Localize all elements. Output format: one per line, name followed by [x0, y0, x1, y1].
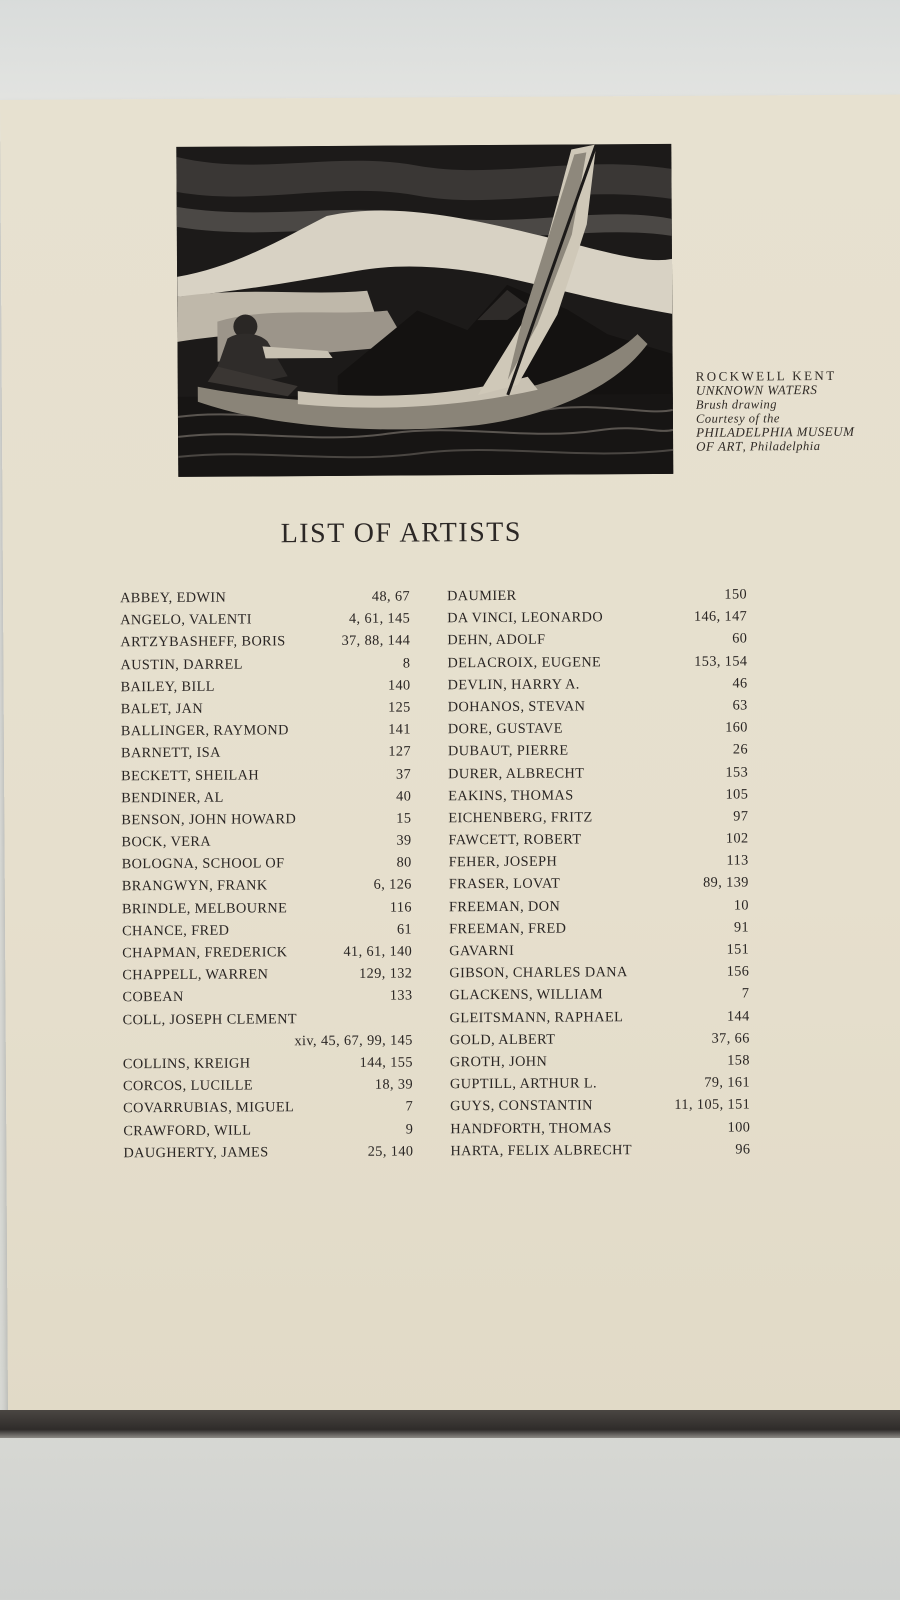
artist-entry	[121, 830, 411, 854]
page-heading: LIST OF ARTISTS	[280, 516, 522, 550]
book-page	[0, 95, 900, 1425]
artist-name: FREEMAN, DON	[448, 898, 561, 915]
artist-entry	[447, 583, 747, 607]
artist-name: GLEITSMANN, RAPHAEL	[449, 1008, 624, 1026]
artist-name: COLLINS, KREIGH	[122, 1055, 251, 1073]
artist-name: GLACKENS, WILLIAM	[449, 986, 603, 1004]
artist-page-refs: 160	[725, 719, 748, 736]
artist-name: DURER, ALBRECHT	[448, 764, 585, 782]
artist-name: BALET, JAN	[120, 700, 204, 718]
artist-entry	[449, 938, 749, 962]
artist-entry	[449, 894, 749, 918]
woodcut-illustration	[176, 144, 673, 477]
artist-name: DEVLIN, HARRY A.	[447, 676, 580, 694]
artist-page-refs: 140	[387, 677, 411, 694]
artist-entry	[448, 783, 748, 807]
artist-page-refs: 10	[733, 897, 749, 914]
artist-entry	[448, 761, 748, 785]
artist-name: DOHANOS, STEVAN	[447, 698, 586, 716]
artist-page-refs: 25, 140	[367, 1143, 414, 1160]
artist-page-refs: 125	[388, 699, 411, 716]
artist-entry	[122, 918, 412, 942]
artist-name: ANGELO, VALENTI	[120, 611, 252, 629]
artist-name: DAUGHERTY, JAMES	[123, 1144, 269, 1161]
artist-name: DORE, GUSTAVE	[447, 720, 563, 738]
artist-page-refs: 113	[726, 852, 749, 869]
artist-entry	[120, 586, 410, 610]
artist-name: GOLD, ALBERT	[449, 1031, 556, 1049]
artist-page-refs: 8	[402, 655, 411, 672]
artist-name: BOCK, VERA	[121, 833, 212, 851]
artist-name: FREEMAN, FRED	[449, 920, 567, 938]
artist-entry	[450, 1027, 750, 1051]
artist-name: CRAWFORD, WILL	[123, 1121, 252, 1139]
artist-entry	[448, 805, 748, 829]
artist-page-refs: 129, 132	[359, 965, 413, 983]
sailboat-woodcut-image	[176, 144, 673, 477]
artist-entry	[121, 807, 411, 831]
artist-name: CHANCE, FRED	[122, 922, 230, 940]
artist-page-refs: 26	[732, 741, 749, 758]
artist-name: COLL, JOSEPH CLEMENT	[122, 1010, 298, 1028]
artist-name: GUPTILL, ARTHUR L.	[449, 1075, 598, 1093]
artist-page-refs: 150	[724, 586, 748, 603]
artist-entry	[449, 961, 749, 985]
artist-page-refs: 41, 61, 140	[343, 943, 413, 960]
artist-entry	[120, 630, 410, 654]
artist-entry	[122, 896, 412, 920]
artist-page-refs: 7	[405, 1098, 414, 1115]
artist-name: DEHN, ADOLF	[447, 632, 546, 649]
artist-entry	[123, 1051, 413, 1075]
artist-page-refs: 63	[732, 697, 748, 714]
artist-page-refs: 105	[725, 786, 749, 803]
artist-name: BOLOGNA, SCHOOL OF	[121, 855, 285, 873]
artist-entry	[123, 1096, 413, 1120]
artist-entry	[450, 1094, 750, 1118]
artist-entry	[450, 1049, 750, 1073]
artist-entry	[449, 850, 749, 874]
artist-page-refs: 61	[396, 921, 413, 938]
artist-name: CHAPMAN, FREDERICK	[122, 944, 288, 962]
artist-entry	[122, 940, 412, 964]
artist-entry	[450, 1116, 750, 1140]
artist-entry	[449, 916, 749, 940]
artist-page-refs: 7	[741, 985, 750, 1002]
artist-entry	[448, 694, 748, 718]
artist-name: COVARRUBIAS, MIGUEL	[123, 1099, 295, 1117]
artist-name: BECKETT, SHEILAH	[121, 766, 260, 784]
artist-name: EICHENBERG, FRITZ	[448, 809, 593, 827]
artist-page-refs: 146, 147	[693, 608, 748, 625]
caption-city: , Philadelphia	[742, 438, 821, 454]
artist-name: AUSTIN, DARREL	[120, 656, 243, 673]
artist-name: DUBAUT, PIERRE	[447, 742, 569, 760]
artist-page-refs: 100	[727, 1118, 751, 1136]
artist-name: BRANGWYN, FRANK	[121, 877, 268, 895]
artist-page-refs: 89, 139	[703, 874, 749, 892]
artist-entry	[450, 1072, 750, 1096]
artist-page-refs: 37	[395, 766, 412, 783]
artist-page-refs: 79, 161	[704, 1074, 751, 1091]
artist-list-left-column	[120, 586, 414, 1165]
artist-entry	[450, 1138, 750, 1162]
artist-page-refs: 18, 39	[374, 1076, 414, 1093]
artist-name: ARTZYBASHEFF, BORIS	[120, 633, 286, 651]
artist-entry	[448, 717, 748, 741]
artist-page-refs: 133	[389, 987, 413, 1005]
artist-entry	[121, 763, 411, 787]
artist-page-refs: 97	[733, 808, 749, 825]
artist-page-refs: 39	[396, 832, 412, 849]
artist-page-refs: 158	[727, 1052, 750, 1069]
artist-page-refs: 144, 155	[359, 1054, 413, 1071]
artist-name: BENSON, JOHN HOWARD	[121, 811, 297, 829]
artist-page-refs: 151	[726, 941, 750, 958]
artist-name: BARNETT, ISA	[120, 744, 221, 762]
artist-page-refs: 9	[405, 1120, 414, 1138]
artist-entry	[120, 608, 410, 632]
artist-entry	[122, 874, 412, 898]
artist-page-refs: 4, 61, 145	[348, 610, 411, 628]
artist-page-refs: 60	[732, 630, 748, 647]
artist-entry	[122, 985, 412, 1009]
artist-entry	[122, 852, 412, 876]
artist-entry	[123, 1140, 413, 1164]
artist-name: BRINDLE, MELBOURNE	[121, 899, 288, 917]
artist-entry	[121, 696, 411, 720]
artist-entry	[450, 1005, 750, 1029]
artist-name: FRASER, LOVAT	[448, 876, 561, 893]
artist-name: GROTH, JOHN	[449, 1053, 548, 1071]
artist-name: EAKINS, THOMAS	[448, 787, 574, 804]
artist-page-refs: 80	[396, 854, 412, 871]
artist-page-refs: 153	[725, 763, 749, 781]
artist-page-refs: 37, 66	[711, 1030, 750, 1047]
artist-entry	[121, 785, 411, 809]
artist-entry	[447, 650, 747, 674]
artist-page-refs: 15	[396, 810, 412, 827]
artist-list-right-column	[447, 583, 751, 1162]
artist-page-refs: 37, 88, 144	[341, 632, 411, 650]
artist-entry	[122, 963, 412, 987]
artist-name: BALLINGER, RAYMOND	[120, 722, 289, 740]
artist-name: COBEAN	[122, 989, 184, 1006]
artist-name: BENDINER, AL	[121, 789, 224, 806]
artist-name: GAVARNI	[449, 942, 515, 960]
artist-page-refs: 102	[725, 830, 749, 847]
artist-name: GUYS, CONSTANTIN	[450, 1097, 593, 1115]
artist-name: FAWCETT, ROBERT	[448, 831, 582, 849]
artist-entry	[121, 674, 411, 698]
artist-entry	[123, 1074, 413, 1098]
artist-entry	[447, 606, 747, 630]
caption-museum-line2: OF ART	[696, 438, 743, 454]
artist-name: HANDFORTH, THOMAS	[450, 1119, 612, 1137]
artist-entry	[121, 741, 411, 765]
artist-name: DA VINCI, LEONARDO	[447, 609, 604, 627]
artist-entry	[123, 1118, 413, 1142]
caption-museum: PHILADELPHIA MUSEUM	[695, 423, 855, 440]
artist-entry	[448, 828, 748, 852]
artist-page-refs: 46	[732, 675, 748, 692]
caption-title: UNKNOWN WATERS	[695, 382, 818, 398]
artist-entry	[447, 628, 747, 652]
artist-entry	[121, 719, 411, 743]
artist-page-refs: 127	[388, 743, 412, 760]
artist-page-refs: 96	[735, 1141, 751, 1158]
artist-entry	[449, 983, 749, 1007]
artist-page-refs: 48, 67	[371, 588, 411, 605]
artist-name: FEHER, JOSEPH	[448, 853, 558, 871]
artist-name: DELACROIX, EUGENE	[447, 653, 602, 671]
artist-entry	[448, 672, 748, 696]
artist-name: CORCOS, LUCILLE	[122, 1077, 253, 1095]
artist-page-refs: 40	[396, 788, 412, 805]
illustration-caption	[696, 369, 855, 454]
artist-page-refs: 91	[733, 919, 750, 936]
artist-page-refs: 141	[388, 721, 411, 738]
artist-page-refs: 6, 126	[373, 876, 412, 894]
artist-name: ABBEY, EDWIN	[119, 589, 227, 607]
artist-page-refs: 144	[726, 1008, 750, 1025]
artist-name: CHAPPELL, WARREN	[122, 966, 269, 984]
artist-name: DAUMIER	[446, 587, 517, 605]
artist-entry	[123, 1029, 413, 1053]
artist-entry	[448, 739, 748, 763]
caption-credit: Courtesy of the	[695, 411, 780, 426]
artist-page-refs: 116	[389, 899, 412, 916]
artist-page-refs: 153, 154	[694, 653, 748, 670]
artist-name: BAILEY, BILL	[120, 678, 215, 696]
artist-page-refs: xiv, 45, 67, 99, 145	[294, 1032, 413, 1049]
artist-name: GIBSON, CHARLES DANA	[449, 964, 628, 982]
artist-page-refs: 11, 105, 151	[674, 1096, 751, 1114]
artist-entry	[123, 1007, 413, 1031]
artist-entry	[449, 872, 749, 896]
artist-entry	[120, 652, 410, 676]
artist-page-refs: 156	[726, 963, 750, 980]
caption-medium: Brush drawing	[695, 397, 778, 412]
caption-artist: ROCKWELL KENT	[695, 367, 837, 384]
book-page-edge	[0, 1410, 900, 1438]
artist-name: HARTA, FELIX ALBRECHT	[450, 1141, 633, 1159]
